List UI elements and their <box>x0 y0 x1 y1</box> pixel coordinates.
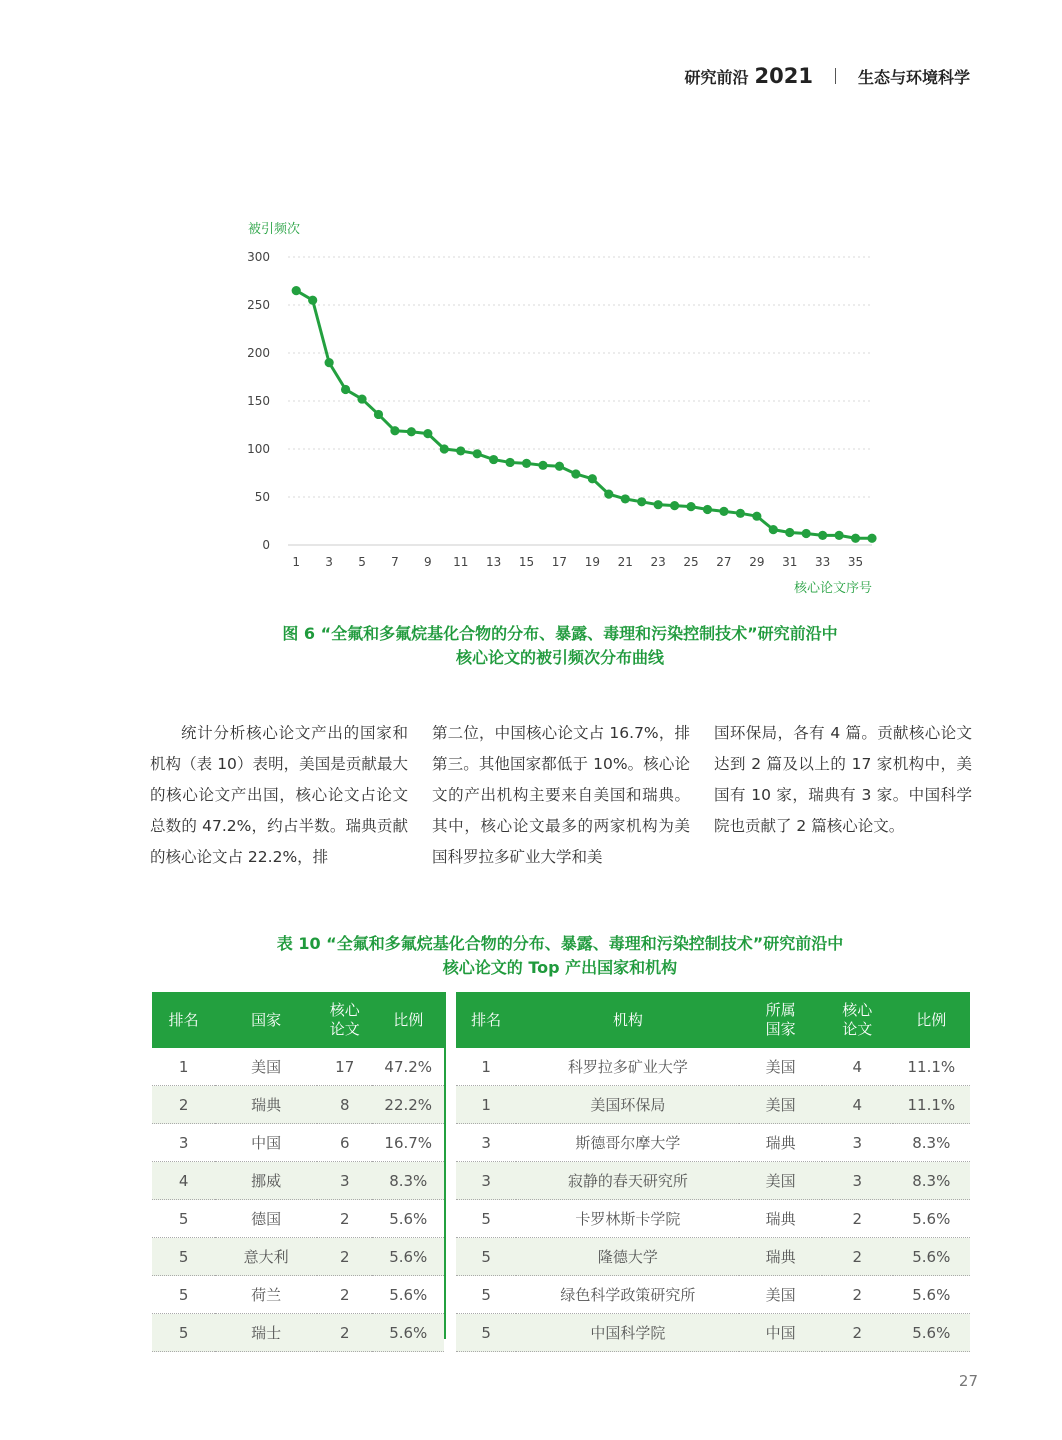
country-cell: 5.6% <box>372 1200 444 1238</box>
country-cell: 5.6% <box>372 1314 444 1352</box>
institution-cell: 卡罗林斯卡学院 <box>516 1200 739 1238</box>
institution-table-body <box>456 1048 970 1352</box>
data-point <box>505 458 514 467</box>
table-row <box>456 1124 970 1162</box>
country-cell: 5.6% <box>372 1238 444 1276</box>
table-row <box>456 1276 970 1314</box>
data-point <box>604 490 613 499</box>
header-year: 2021 <box>754 64 813 88</box>
data-point <box>390 426 399 435</box>
country-cell: 德国 <box>215 1200 317 1238</box>
data-point <box>456 446 465 455</box>
institution-cell: 3 <box>456 1162 516 1200</box>
table-row <box>456 1238 970 1276</box>
country-cell: 6 <box>317 1124 373 1162</box>
body-column-2: 第二位，中国核心论文占 16.7%，排第三。其他国家都低于 10%。核心论文的产出机构主要来自美国和瑞典。其中，核心论文最多的两家机构为美国科罗拉多矿业大学和美 <box>432 724 690 866</box>
country-header-cell: 核心 论文 <box>317 992 373 1048</box>
country-table-header <box>152 992 444 1048</box>
x-tick-label: 29 <box>749 555 765 569</box>
y-tick-label: 0 <box>262 538 270 552</box>
table-row <box>152 1124 444 1162</box>
table-row <box>152 1086 444 1124</box>
country-cell: 中国 <box>215 1124 317 1162</box>
data-point <box>670 501 679 510</box>
country-table <box>152 992 444 1352</box>
country-header-cell: 比例 <box>372 992 444 1048</box>
institution-cell: 4 <box>822 1086 893 1124</box>
institution-cell: 1 <box>456 1048 516 1086</box>
country-cell: 2 <box>152 1086 215 1124</box>
institution-header-cell: 核心 论文 <box>822 992 893 1048</box>
institution-cell: 美国 <box>739 1276 822 1314</box>
table-row <box>152 1162 444 1200</box>
data-point <box>357 394 366 403</box>
country-header-cell: 排名 <box>152 992 215 1048</box>
institution-cell: 3 <box>822 1124 893 1162</box>
institution-cell: 5.6% <box>893 1314 970 1352</box>
body-column-3: 国环保局，各有 4 篇。贡献核心论文达到 2 篇及以上的 17 家机构中，美国有 10 家，瑞典有 3 家。中国科学院也贡献了 2 篇核心论文。 <box>714 724 972 835</box>
table-row <box>456 1314 970 1352</box>
institution-cell: 2 <box>822 1276 893 1314</box>
country-cell: 荷兰 <box>215 1276 317 1314</box>
country-cell: 4 <box>152 1162 215 1200</box>
institution-cell: 美国 <box>739 1086 822 1124</box>
table-caption-line1: 表 10 “全氟和多氟烷基化合物的分布、暴露、毒理和污染控制技术”研究前沿中 <box>276 934 844 953</box>
country-table-body <box>152 1048 444 1352</box>
x-tick-label: 35 <box>847 555 864 569</box>
institution-cell: 4 <box>822 1048 893 1086</box>
institution-cell: 隆德大学 <box>516 1238 739 1276</box>
institution-cell: 3 <box>456 1124 516 1162</box>
data-point <box>325 358 334 367</box>
data-point <box>522 459 531 468</box>
data-point <box>785 528 794 537</box>
header-divider <box>835 68 836 84</box>
table-caption <box>150 932 970 980</box>
y-tick-label: 200 <box>247 346 270 360</box>
institution-cell: 5.6% <box>893 1200 970 1238</box>
country-cell: 8.3% <box>372 1162 444 1200</box>
table-divider <box>444 992 446 1339</box>
institution-cell: 绿色科学政策研究所 <box>516 1276 739 1314</box>
x-axis-label: 核心论文序号 <box>793 581 872 596</box>
institution-cell: 5 <box>456 1238 516 1276</box>
y-tick-label: 100 <box>247 442 270 456</box>
institution-cell: 8.3% <box>893 1162 970 1200</box>
data-point <box>851 534 860 543</box>
institution-cell: 5 <box>456 1276 516 1314</box>
x-tick-label: 9 <box>424 555 432 569</box>
body-text <box>150 718 972 873</box>
data-point <box>802 529 811 538</box>
y-axis-label: 被引频次 <box>248 222 301 237</box>
institution-cell: 8.3% <box>893 1124 970 1162</box>
data-point <box>588 474 597 483</box>
country-cell: 美国 <box>215 1048 317 1086</box>
figure-caption-line1: 图 6 “全氟和多氟烷基化合物的分布、暴露、毒理和污染控制技术”研究前沿中 <box>282 624 838 643</box>
data-point <box>686 502 695 511</box>
country-cell: 22.2% <box>372 1086 444 1124</box>
institution-cell: 5 <box>456 1314 516 1352</box>
institution-cell: 中国科学院 <box>516 1314 739 1352</box>
institution-header-cell: 所属 国家 <box>739 992 822 1048</box>
table-row <box>456 1200 970 1238</box>
chart-svg <box>240 215 880 605</box>
institution-header-cell: 排名 <box>456 992 516 1048</box>
data-point <box>407 427 416 436</box>
data-point <box>423 429 432 438</box>
country-cell: 瑞士 <box>215 1314 317 1352</box>
institution-cell: 美国 <box>739 1048 822 1086</box>
country-cell: 5 <box>152 1314 215 1352</box>
institution-cell: 5.6% <box>893 1238 970 1276</box>
country-cell: 8 <box>317 1086 373 1124</box>
x-tick-label: 7 <box>391 555 399 569</box>
institution-cell: 斯德哥尔摩大学 <box>516 1124 739 1162</box>
figure-caption-line2: 核心论文的被引频次分布曲线 <box>455 648 664 667</box>
data-point <box>736 509 745 518</box>
country-cell: 1 <box>152 1048 215 1086</box>
institution-cell: 5.6% <box>893 1276 970 1314</box>
x-tick-label: 27 <box>716 555 732 569</box>
citation-chart <box>240 215 880 605</box>
institution-cell: 2 <box>822 1200 893 1238</box>
institution-table <box>456 992 970 1352</box>
institution-cell: 11.1% <box>893 1048 970 1086</box>
table-row <box>152 1200 444 1238</box>
institution-cell: 11.1% <box>893 1086 970 1124</box>
institution-cell: 1 <box>456 1086 516 1124</box>
country-cell: 5 <box>152 1238 215 1276</box>
table-caption-line2: 核心论文的 Top 产出国家和机构 <box>442 958 678 977</box>
data-point <box>703 505 712 514</box>
institution-cell: 2 <box>822 1314 893 1352</box>
institution-header-cell: 机构 <box>516 992 739 1048</box>
country-cell: 5.6% <box>372 1276 444 1314</box>
data-point <box>555 462 564 471</box>
data-point <box>637 497 646 506</box>
x-tick-label: 31 <box>782 555 798 569</box>
data-point <box>752 512 761 521</box>
y-tick-label: 150 <box>247 394 270 408</box>
y-tick-label: 50 <box>254 490 270 504</box>
table-row <box>152 1048 444 1086</box>
x-tick-label: 13 <box>485 555 502 569</box>
data-point <box>341 385 350 394</box>
institution-cell: 2 <box>822 1238 893 1276</box>
y-tick-label: 300 <box>247 250 270 264</box>
country-cell: 3 <box>317 1162 373 1200</box>
data-point <box>473 449 482 458</box>
table-row <box>152 1238 444 1276</box>
data-point <box>308 296 317 305</box>
x-tick-label: 21 <box>617 555 633 569</box>
data-point <box>719 507 728 516</box>
table-row <box>152 1314 444 1352</box>
data-point <box>292 286 301 295</box>
data-point <box>867 534 876 543</box>
country-cell: 2 <box>317 1200 373 1238</box>
country-cell: 2 <box>317 1276 373 1314</box>
institution-cell: 5 <box>456 1200 516 1238</box>
y-tick-label: 250 <box>247 298 270 312</box>
data-point <box>621 494 630 503</box>
page-header <box>685 64 970 88</box>
data-point <box>440 444 449 453</box>
x-tick-label: 33 <box>815 555 831 569</box>
table-row <box>152 1276 444 1314</box>
country-header-cell: 国家 <box>215 992 317 1048</box>
country-cell: 16.7% <box>372 1124 444 1162</box>
data-point <box>489 455 498 464</box>
country-cell: 5 <box>152 1200 215 1238</box>
data-point <box>571 469 580 478</box>
x-tick-label: 15 <box>518 555 535 569</box>
institution-cell: 科罗拉多矿业大学 <box>516 1048 739 1086</box>
x-tick-label: 5 <box>358 555 366 569</box>
x-tick-label: 1 <box>292 555 301 569</box>
country-cell: 47.2% <box>372 1048 444 1086</box>
country-cell: 2 <box>317 1314 373 1352</box>
figure-caption <box>150 622 970 670</box>
country-cell: 2 <box>317 1238 373 1276</box>
institution-cell: 美国环保局 <box>516 1086 739 1124</box>
institution-cell: 美国 <box>739 1162 822 1200</box>
data-point <box>834 531 843 540</box>
country-cell: 5 <box>152 1276 215 1314</box>
body-column-1: 统计分析核心论文产出的国家和机构（表 10）表明，美国是贡献最大的核心论文产出国，核心论文占论文总数的 47.2%，约占半数。瑞典贡献的核心论文占 22.2%，排 <box>150 724 408 866</box>
page-number: 27 <box>958 1372 978 1390</box>
country-cell: 3 <box>152 1124 215 1162</box>
table-row <box>456 1086 970 1124</box>
country-cell: 瑞典 <box>215 1086 317 1124</box>
institution-cell: 中国 <box>739 1314 822 1352</box>
institution-header-cell: 比例 <box>893 992 970 1048</box>
x-tick-label: 3 <box>325 555 333 569</box>
x-tick-label: 19 <box>584 555 600 569</box>
data-point <box>374 410 383 419</box>
institution-cell: 瑞典 <box>739 1200 822 1238</box>
institution-cell: 寂静的春天研究所 <box>516 1162 739 1200</box>
institution-cell: 瑞典 <box>739 1124 822 1162</box>
data-point <box>538 461 547 470</box>
table-row <box>456 1162 970 1200</box>
x-tick-label: 17 <box>551 555 568 569</box>
header-section: 生态与环境科学 <box>857 67 970 87</box>
institution-cell: 3 <box>822 1162 893 1200</box>
data-point <box>654 500 663 509</box>
data-point <box>818 531 827 540</box>
institution-cell: 瑞典 <box>739 1238 822 1276</box>
institution-table-header <box>456 992 970 1048</box>
country-cell: 挪威 <box>215 1162 317 1200</box>
header-title: 研究前沿 <box>684 67 749 87</box>
table-row <box>456 1048 970 1086</box>
x-tick-label: 25 <box>683 555 699 569</box>
country-cell: 17 <box>317 1048 373 1086</box>
x-tick-label: 11 <box>453 555 469 569</box>
data-point <box>769 525 778 534</box>
country-cell: 意大利 <box>215 1238 317 1276</box>
x-tick-label: 23 <box>650 555 666 569</box>
